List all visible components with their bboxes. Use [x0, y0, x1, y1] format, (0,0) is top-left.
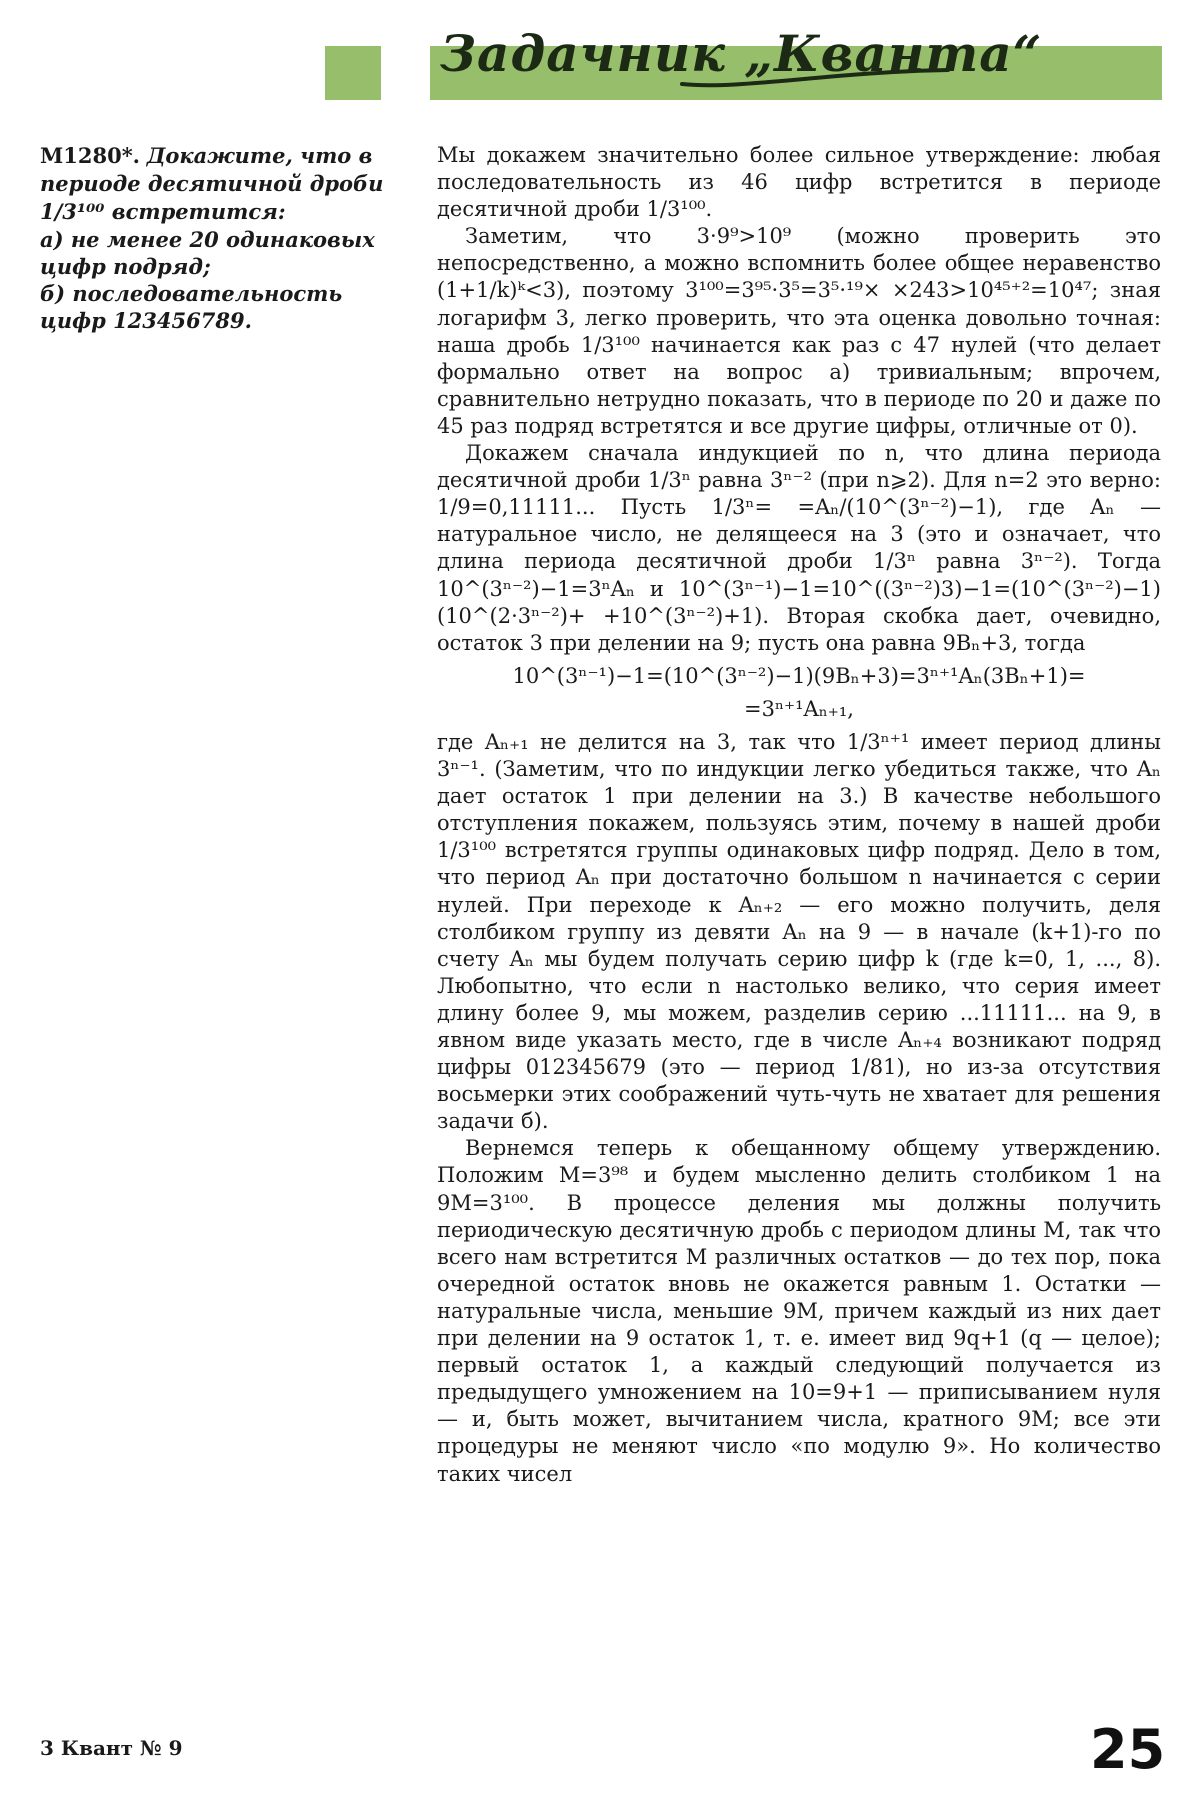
- solution-text: [437, 142, 1161, 1488]
- paragraph: где Aₙ₊₁ не делится на 3, так что 1/3ⁿ⁺¹ имеет период длины 3ⁿ⁻¹. (Заметим, что по индукции легко убедиться также, что Aₙ дает остаток 1 при делении на 3.) В качестве небольшого отступления покажем, пользуясь этим, почему в нашей дроби 1/3¹⁰⁰ встретятся группы одинаковых цифр подряд. Дело в том, что период Aₙ при достаточно большом n начинается с серии нулей. При переходе к Aₙ₊₂ — его можно получить, деля столбиком группу из девяти Aₙ на 9 — в начале (k+1)-го по счету Aₙ мы будем получать серию цифр k (где k=0, 1, ..., 8). Любопытно, что если n настолько велико, что серия имеет длину более 9, мы можем, разделив серию ...11111... на 9, в явном виде указать место, где в числе Aₙ₊₄ возникают подряд цифры 012345679 (это — период 1/81), но из-за отсутствия восьмерки этих соображений чуть-чуть не хватает для решения задачи б).: [437, 729, 1161, 1134]
- paragraph: Заметим, что 3·9⁹>10⁹ (можно проверить это непосредственно, а можно вспомнить более общее неравенство (1+1/k)ᵏ<3), поэтому 3¹⁰⁰=3⁹⁵·3⁵=3⁵·¹⁹× ×243>10⁴⁵⁺²=10⁴⁷; зная логарифм 3, легко проверить, что эта оценка довольно точная: наша дробь 1/3¹⁰⁰ начинается как раз с 47 нулей (что делает формально ответ на вопрос а) тривиальным; впрочем, сравнительно нетрудно показать, что в периоде по 20 и даже по 45 раз подряд встретятся и все другие цифры, отличные от 0).: [437, 224, 1161, 438]
- paragraph: Мы докажем значительно более сильное утверждение: любая последовательность из 46 цифр встретится в периоде десятичной дроби 1/3¹⁰⁰.: [437, 143, 1161, 222]
- problem-statement: [40, 142, 400, 334]
- display-formula: 10^(3ⁿ⁻¹)−1=(10^(3ⁿ⁻²)−1)(9Bₙ+3)=3ⁿ⁺¹Aₙ(3Bₙ+1)=: [512, 663, 1086, 688]
- problem-text: Докажите, что в периоде десятичной дроби 1/3¹⁰⁰ встретится:: [40, 143, 384, 224]
- page-number: 25: [1090, 1718, 1166, 1781]
- problem-code: М1280*.: [40, 143, 140, 168]
- paragraph: Вернемся теперь к обещанному общему утверждению. Положим M=3⁹⁸ и будем мысленно делить столбиком 1 на 9M=3¹⁰⁰. В процессе деления мы должны получить периодическую десятичную дробь с периодом длины M, так что всего нам встретится M различных остатков — до тех пор, пока очередной остаток вновь не окажется равным 1. Остатки — натуральные числа, меньшие 9M, причем каждый из них дает при делении на 9 остаток 1, т. е. имеет вид 9q+1 (q — целое); первый остаток 1, а каждый следующий получается из предыдущего умножением на 10=9+1 — приписыванием нуля — и, быть может, вычитанием числа, кратного 9M; все эти процедуры не меняют число «по модулю 9». Но количество таких чисел: [437, 1136, 1161, 1486]
- header-accent-square: [325, 46, 381, 100]
- paragraph: Докажем сначала индукцией по n, что длина периода десятичной дроби 1/3ⁿ равна 3ⁿ⁻² (при n⩾2). Для n=2 это верно: 1/9=0,11111... Пусть 1/3ⁿ= =Aₙ/(10^(3ⁿ⁻²)−1), где Aₙ — натуральное число, не делящееся на 3 (это и означает, что длина периода десятичной дроби 1/3ⁿ равна 3ⁿ⁻²). Тогда 10^(3ⁿ⁻²)−1=3ⁿAₙ и 10^(3ⁿ⁻¹)−1=10^((3ⁿ⁻²)3)−1=(10^(3ⁿ⁻²)−1)(10^(2·3ⁿ⁻²)+ +10^(3ⁿ⁻²)+1). Вторая скобка дает, очевидно, остаток 3 при делении на 9; пусть она равна 9Bₙ+3, тогда: [437, 441, 1161, 655]
- issue-label: 3 Квант № 9: [40, 1736, 183, 1760]
- problem-part-b: б) последовательность цифр 123456789.: [40, 281, 343, 333]
- section-title: Задачник „Кванта“: [440, 24, 1043, 83]
- problem-part-a: а) не менее 20 одинаковых цифр подряд;: [40, 227, 375, 279]
- title-flourish: [680, 66, 950, 90]
- display-formula-continuation: =3ⁿ⁺¹Aₙ₊₁,: [744, 696, 854, 721]
